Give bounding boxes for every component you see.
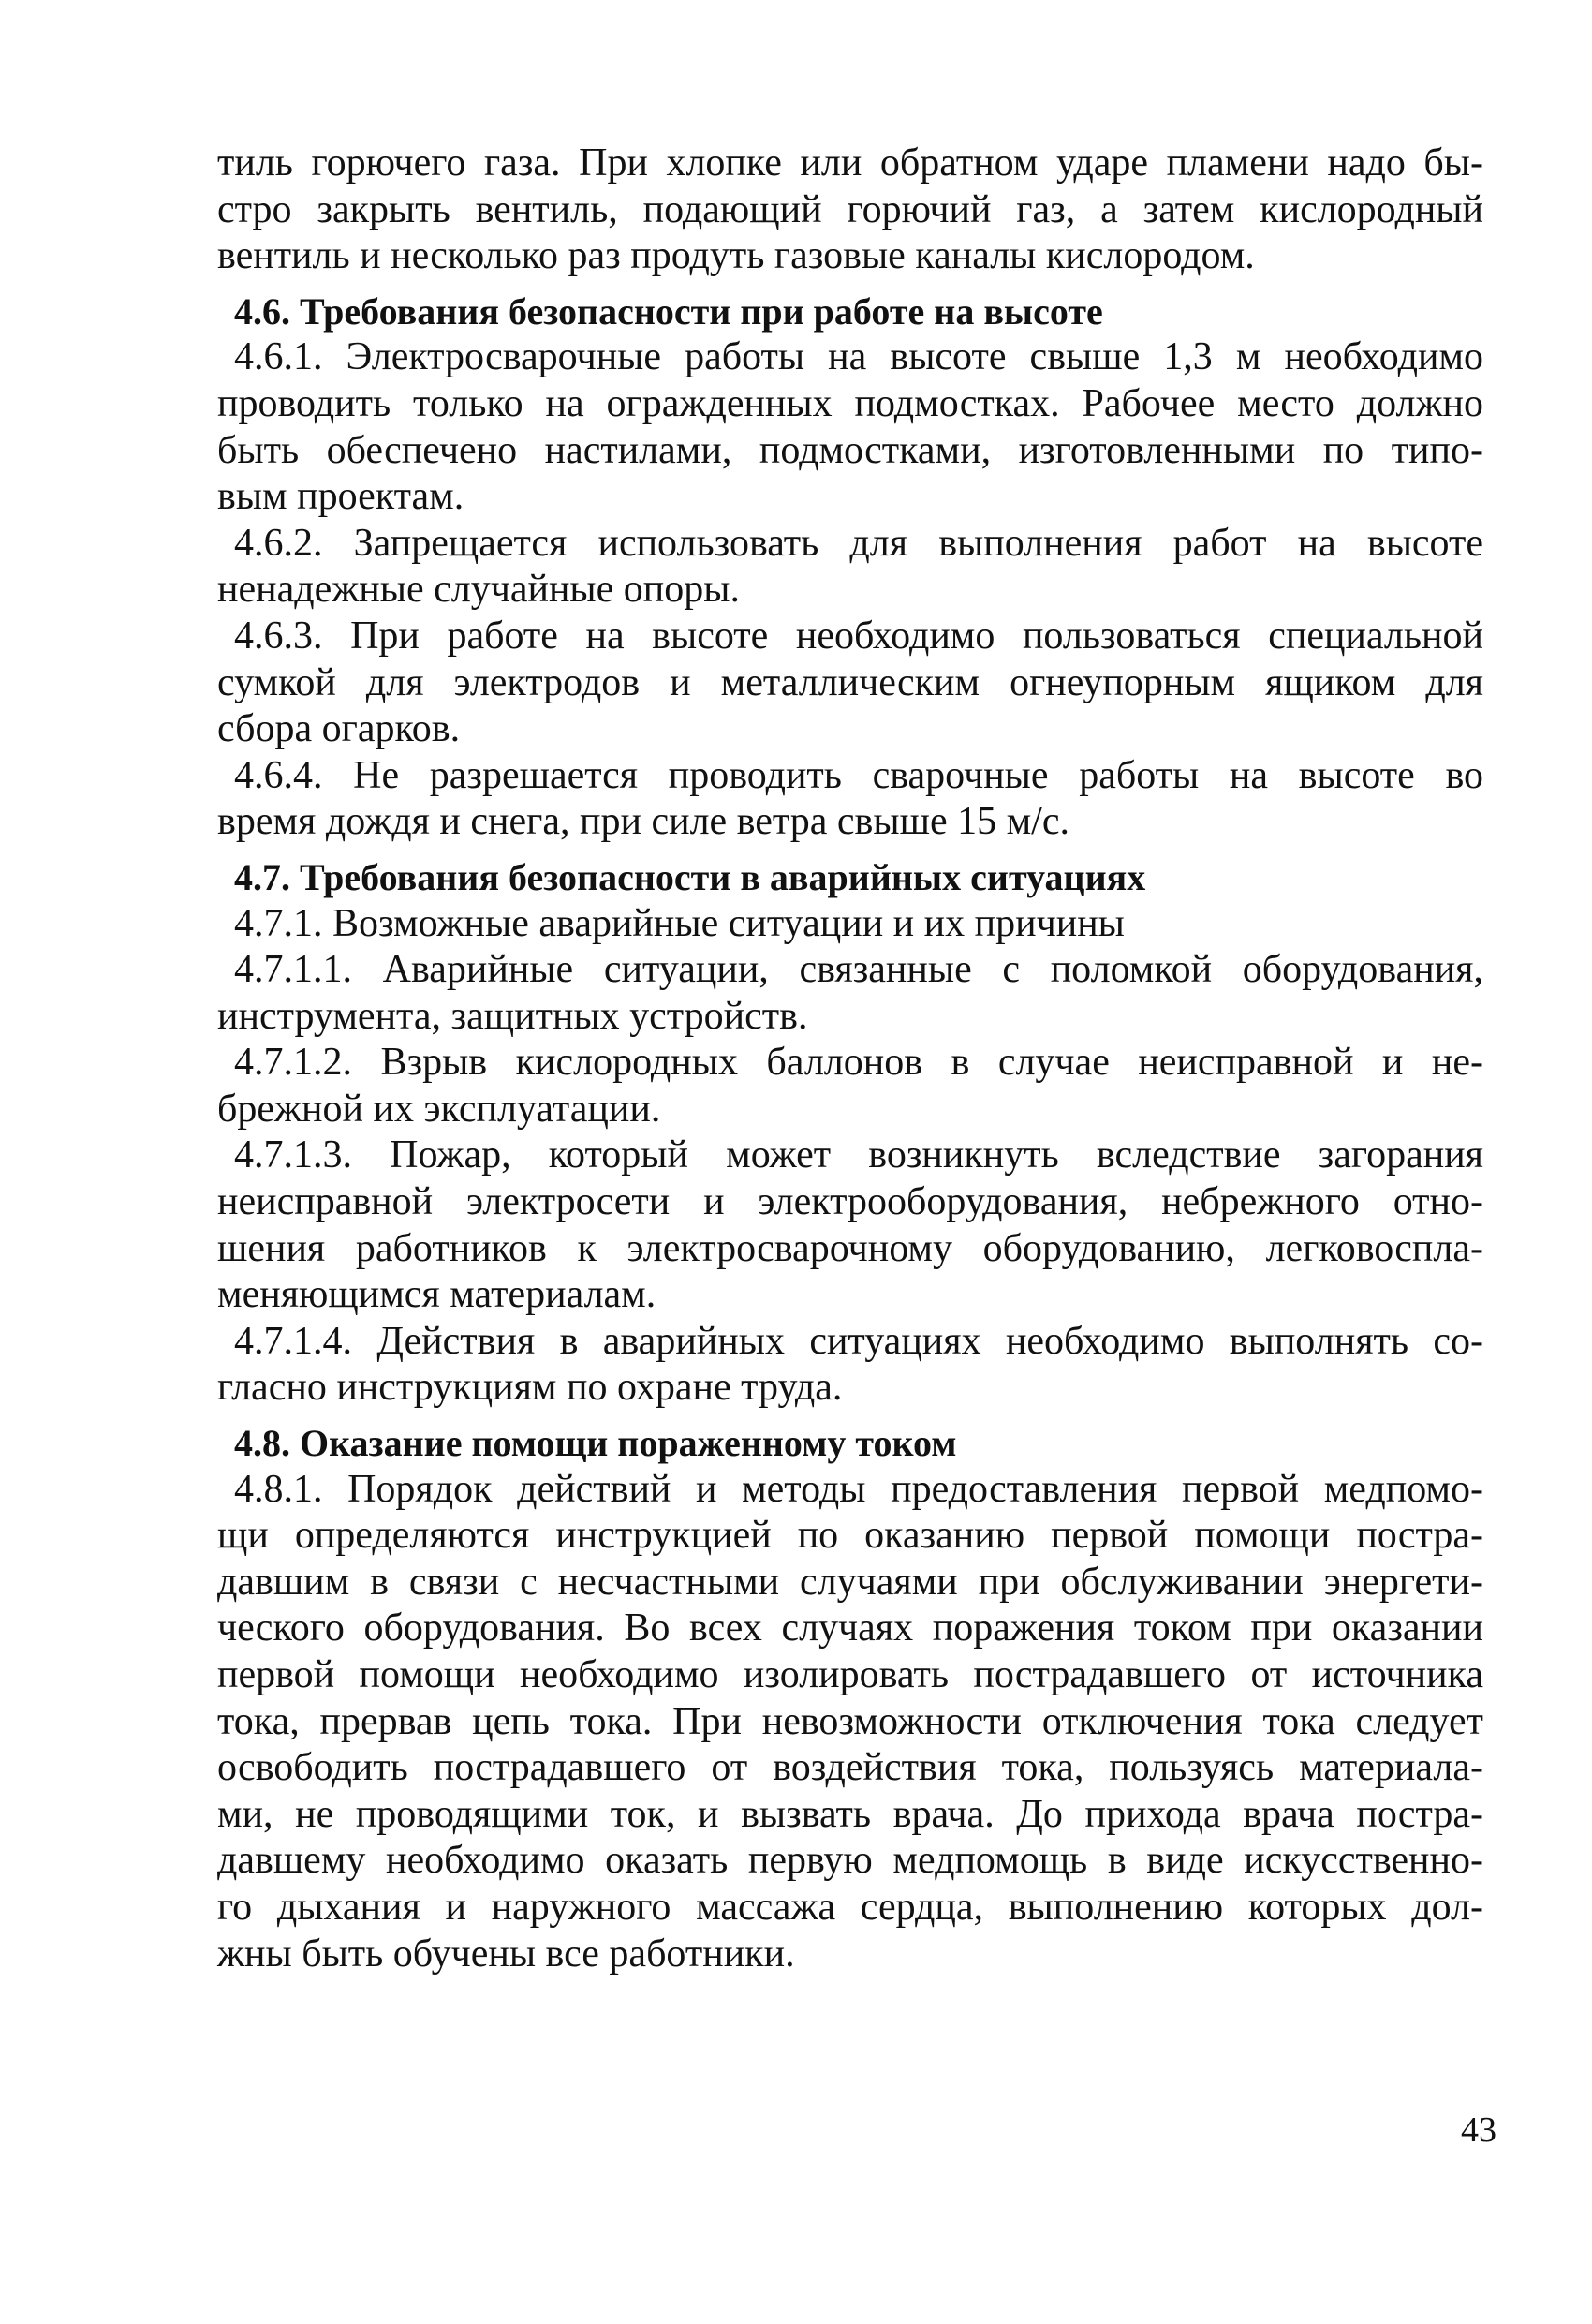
paragraph-4-6-4: [217, 753, 1483, 846]
text-line: шения работников к электросварочному оборудованию, легковоспла-: [217, 1226, 1483, 1270]
paragraph-4-7-1-2: [217, 1040, 1483, 1132]
section-heading-4-6: 4.6. Требования безопасности при работе на высоте: [234, 289, 1103, 333]
text-line: давшим в связи с несчастными случаями при обслуживании энергети-: [217, 1560, 1483, 1604]
text-column: [217, 141, 1483, 1977]
text-line: 4.7.1.2. Взрыв кислородных баллонов в случае неисправной и не-: [234, 1041, 1483, 1085]
text-line: 4.7.1.3. Пожар, который может возникнуть вследствие загорания: [234, 1133, 1483, 1177]
text-line: вентиль и несколько раз продуть газовые каналы кислородом.: [217, 234, 1255, 278]
text-line: неисправной электросети и электрооборудования, небрежного отно-: [217, 1180, 1483, 1224]
text-line: 4.8.1. Порядок действий и методы предоставления первой медпомо-: [234, 1467, 1483, 1511]
text-line: инструмента, защитных устройств.: [217, 994, 808, 1038]
text-line: ческого оборудования. Во всех случаях поражения током при оказании: [217, 1606, 1483, 1650]
paragraph-4-7-1-3: [217, 1132, 1483, 1318]
text-line: тока, прервав цепь тока. При невозможности отключения тока следует: [217, 1699, 1483, 1743]
paragraph-4-7-1-4: [217, 1319, 1483, 1412]
text-line: 4.6.2. Запрещается использовать для выполнения работ на высоте: [234, 521, 1483, 565]
text-line: сбора огарков.: [217, 707, 461, 751]
text-line: быть обеспечено настилами, подмостками, изготовленными по типо-: [217, 428, 1483, 472]
section-heading-4-8: 4.8. Оказание помощи пораженному током: [234, 1422, 957, 1465]
text-line: стро закрыть вентиль, подающий горючий газ, а затем кислородный: [217, 187, 1483, 231]
paragraph-continuation: [217, 141, 1483, 280]
text-line: освободить пострадавшего от воздействия тока, пользуясь материала-: [217, 1746, 1483, 1790]
paragraph-4-7-1-1: [217, 947, 1483, 1040]
text-line: тиль горючего газа. При хлопке или обратном ударе пламени надо бы-: [217, 141, 1483, 185]
text-line: го дыхания и наружного массажа сердца, выполнению которых дол-: [217, 1885, 1483, 1929]
paragraph-4-7-1: [217, 901, 1483, 948]
text-line: проводить только на огражденных подмостках. Рабочее место должно: [217, 381, 1483, 425]
page-number: 43: [1461, 2110, 1496, 2150]
text-line: щи определяются инструкцией по оказанию первой помощи постра-: [217, 1514, 1483, 1558]
text-line: первой помощи необходимо изолировать пострадавшего от источника: [217, 1653, 1483, 1696]
text-line: 4.7.1. Возможные аварийные ситуации и их причины: [234, 901, 1125, 945]
text-line: давшему необходимо оказать первую медпомощь в виде искусственно-: [217, 1839, 1483, 1883]
text-line: ми, не проводящими ток, и вызвать врача. До прихода врача постра-: [217, 1792, 1483, 1836]
text-line: гласно инструкциям по охране труда.: [217, 1366, 843, 1410]
text-line: 4.7.1.4. Действия в аварийных ситуациях необходимо выполнять со-: [234, 1319, 1483, 1363]
text-line: вым проектам.: [217, 475, 464, 519]
paragraph-4-6-3: [217, 614, 1483, 753]
text-line: 4.6.1. Электросварочные работы на высоте свыше 1,3 м необходимо: [234, 335, 1483, 379]
text-line: 4.7.1.1. Аварийные ситуации, связанные с поломкой оборудования,: [234, 948, 1483, 992]
paragraph-4-6-2: [217, 521, 1483, 614]
text-line: брежной их эксплуатации.: [217, 1087, 661, 1131]
text-line: 4.6.3. При работе на высоте необходимо пользоваться специальной: [234, 614, 1483, 658]
text-line: ненадежные случайные опоры.: [217, 568, 740, 612]
text-line: время дождя и снега, при силе ветра свыше 15 м/с.: [217, 800, 1069, 844]
section-heading-4-7: 4.7. Требования безопасности в аварийных ситуациях: [234, 855, 1146, 898]
paragraph-4-8-1: [217, 1467, 1483, 1978]
text-line: 4.6.4. Не разрешается проводить сварочные работы на высоте во: [234, 753, 1483, 797]
paragraph-4-6-1: [217, 334, 1483, 520]
text-line: жны быть обучены все работники.: [217, 1932, 795, 1976]
text-line: сумкой для электродов и металлическим огнеупорным ящиком для: [217, 660, 1483, 704]
text-line: меняющимся материалам.: [217, 1273, 656, 1317]
